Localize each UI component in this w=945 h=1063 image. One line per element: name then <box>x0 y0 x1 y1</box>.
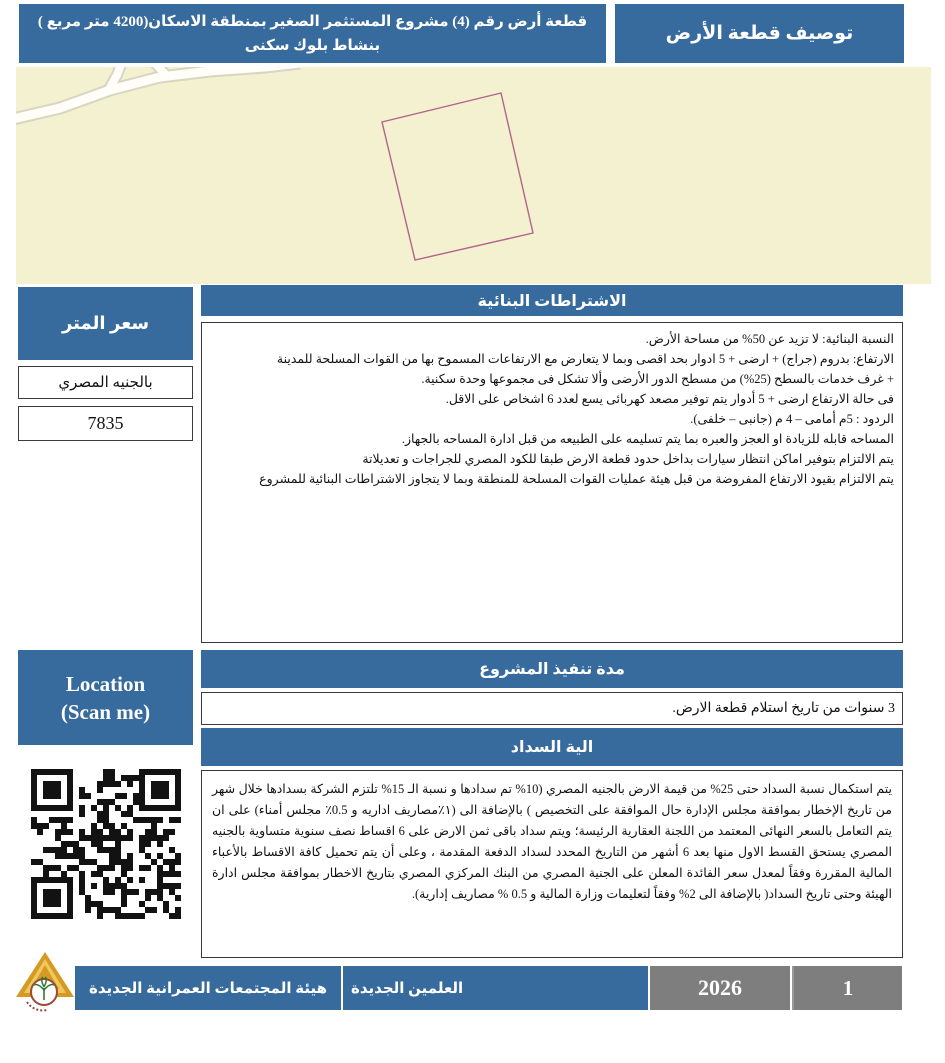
condition-line: يتم الالتزام بتوفير اماكن انتظار سيارات بداخل حدود قطعة الارض طبقا للكود المصري للجراجات و تعديلاتة <box>362 452 894 466</box>
condition-line: + غرف خدمات بالسطح (25%) من مسطح الدور الأرضى وألا تشكل فى مجموعها وحدة سكنية. <box>421 372 894 386</box>
building-conditions-box <box>201 322 903 643</box>
footer-plot-number: 1 <box>792 966 902 1010</box>
project-duration-value: 3 سنوات من تاريخ استلام قطعة الارض. <box>201 692 903 725</box>
condition-line: النسبة البنائية: لا تزيد عن 50% من مساحة الأرض. <box>645 332 894 346</box>
footer-authority-name: هيئة المجتمعات العمرانية الجديدة <box>75 966 341 1010</box>
map-roads <box>16 67 300 122</box>
footer-year: 2026 <box>650 966 790 1010</box>
plot-description-title: قطعة أرض رقم (4) مشروع المستثمر الصغير بمنطقة الاسكان(4200 متر مربع ) بنشاط بلوك سكنى <box>19 4 606 63</box>
payment-mechanism-text: يتم استكمال نسبة السداد حتى 25% من قيمة الارض بالجنيه المصري (10% تم سدادها و نسبة الـ 15% تلتزم الشركة بسدادها خلال شهر من تاريخ الإخطار بموافقة مجلس الإدارة حال الموافقة على التخصيص ) بالإضافة الى (١٪مصاريف اداريه و 0.5٪ مجلس أمناء) على ان يتم التعامل بالسعر النهائى المعتمد من اللجنة العقارية الرئيسة؛ ويتم سداد باقى ثمن الارض على 6 اقساط نصف سنوية متساوية بالجنيه المصري يستحق القسط الاول منها بعد 6 أشهر من التاريخ المحدد لسداد الدفعة المقدمة ، وعلى أن يتم تحميل كافة الاقساط بالأعباء المالية المقررة وفقاً لمعدل سعر الفائدة المعلن على الجنية المصري من البنك المركزي المصري بتاريخ الاخطار بموافقة مجلس ادارة الهيئة وحتى تاريخ السداد( بالإضافة الى 2% وفقاً لتعليمات وزارة المالية و 0.5 % مصاريف إدارية). <box>201 770 903 958</box>
qr-code <box>31 769 181 919</box>
building-conditions-header: الاشتراطات البنائية <box>201 285 903 316</box>
price-value: 7835 <box>18 406 193 441</box>
location-scan-header <box>18 650 193 745</box>
footer-city-name: العلمين الجديدة <box>343 966 648 1010</box>
currency-label: بالجنيه المصري <box>18 366 193 399</box>
project-duration-header: مدة تنفيذ المشروع <box>201 650 903 688</box>
page-title: توصيف قطعة الأرض <box>615 4 904 63</box>
map-canvas <box>16 67 931 284</box>
scan-me-label: (Scan me) <box>60 699 151 724</box>
condition-line: الردود : 5م أمامى – 4 م (جانبى – خلفى). <box>690 412 894 426</box>
condition-line: الارتفاع: بدروم (جراج) + ارضى + 5 ادوار بحد اقصى وبما لا يتعارض مع الارتفاعات المسموح بها من القوات المسلحة للمدينة <box>276 352 894 366</box>
condition-line: المساحه قابله للزيادة او العجز والعبره بما يتم تسليمه على الطبيعه من قبل ادارة المساحه بالجهاز. <box>401 432 894 446</box>
location-label: Location <box>65 671 146 696</box>
price-per-meter-header: سعر المتر <box>18 287 193 360</box>
condition-line: فى حالة الارتفاع ارضى + 5 أدوار يتم توفير مصعد كهربائى يسع لعدد 6 اشخاص على الاقل. <box>445 392 894 406</box>
payment-mechanism-header: الية السداد <box>201 728 903 766</box>
authority-logo <box>13 950 77 1012</box>
plot-location-map <box>16 67 931 284</box>
condition-line: يتم الالتزام بقيود الارتفاع المفروضة من قبل هيئة عمليات القوات المسلحة للمنطقة وبما لا يتجاوز الاشتراطات البنائية للمشروع <box>259 472 894 486</box>
plot-boundary-outline <box>382 93 533 260</box>
